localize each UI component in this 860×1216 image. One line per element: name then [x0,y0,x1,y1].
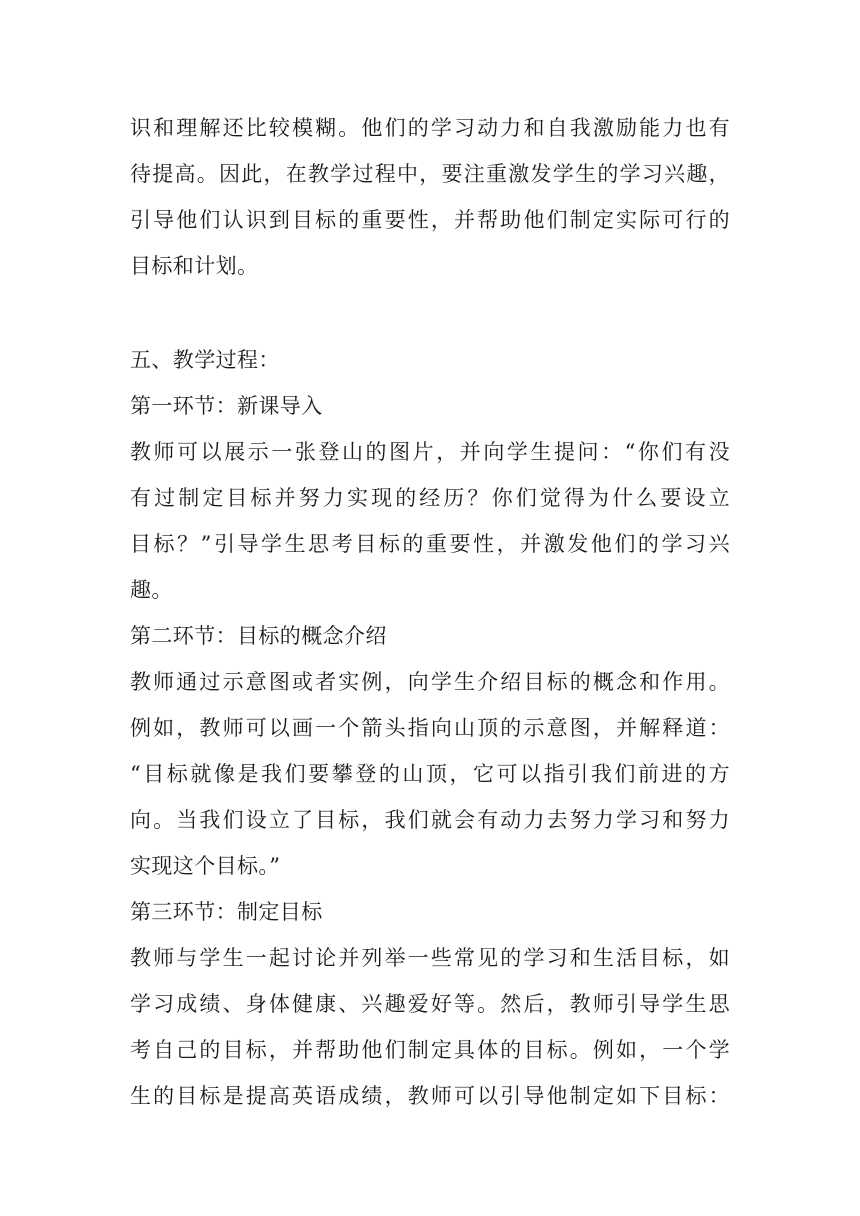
step-title: 第三环节：制定目标 [130,900,323,924]
text-line: 趣。 [130,578,173,602]
step-2 [130,613,730,889]
section-heading: 五、教学过程： [130,348,280,372]
text-line: 考自己的目标，并帮助他们制定具体的目标。例如，一个学 [130,1038,730,1062]
text-line: 有过制定目标并努力实现的经历？你们觉得为什么要设立 [130,486,730,510]
text-line: 实现这个目标。” [130,854,281,878]
text-line: 引导他们认识到目标的重要性，并帮助他们制定实际可行的 [130,208,730,232]
text-line: 教师通过示意图或者实例，向学生介绍目标的概念和作用。 [130,670,730,694]
text-line: 学习成绩、身体健康、兴趣爱好等。然后，教师引导学生思 [130,992,730,1016]
text-line: “目标就像是我们要攀登的山顶，它可以指引我们前进的方 [130,762,730,786]
text-line: 例如，教师可以画一个箭头指向山顶的示意图，并解释道： [130,716,730,740]
document-page [130,105,730,1119]
text-line: 目标？”引导学生思考目标的重要性，并激发他们的学习兴 [130,532,730,556]
step-title: 第一环节：新课导入 [130,394,323,418]
text-line: 向。当我们设立了目标，我们就会有动力去努力学习和努力 [130,808,730,832]
text-line: 目标和计划。 [130,254,259,278]
text-line: 识和理解还比较模糊。他们的学习动力和自我激励能力也有 [130,116,730,140]
text-line: 待提高。因此，在教学过程中，要注重激发学生的学习兴趣， [130,162,730,186]
text-line: 教师与学生一起讨论并列举一些常见的学习和生活目标，如 [130,946,730,970]
step-1 [130,383,730,613]
step-title: 第二环节：目标的概念介绍 [130,624,387,648]
paragraph-gap [130,289,730,337]
paragraph-learning-analysis [130,105,730,289]
step-3 [130,889,730,1119]
text-line: 教师可以展示一张登山的图片，并向学生提问：“你们有没 [130,440,730,464]
text-line: 生的目标是提高英语成绩，教师可以引导他制定如下目标： [130,1084,730,1108]
